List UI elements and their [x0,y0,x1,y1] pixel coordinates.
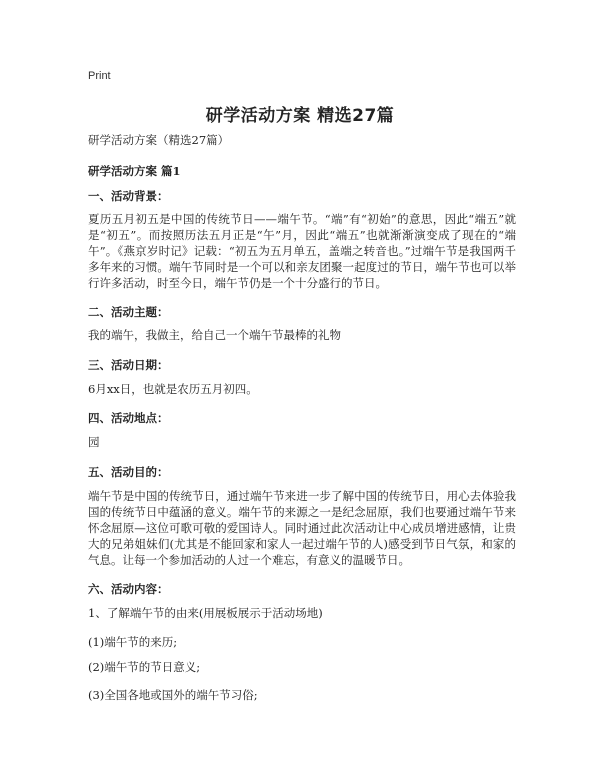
section-heading-location: 四、活动地点： [88,411,169,425]
part-heading: 研学活动方案 篇1 [88,164,181,178]
section-paragraph-location: 园 [88,435,100,449]
section-heading-purpose: 五、活动目的： [88,465,169,479]
section-paragraph-date: 6月xx日，也就是农历五月初四。 [88,382,258,396]
list-item: 1、了解端午节的由来(用展板展示于活动场地) [88,606,323,620]
section-heading-theme: 二、活动主题： [88,305,169,319]
list-item: (1)端午节的来历; [88,635,178,649]
section-paragraph-background: 夏历五月初五是中国的传统节日——端午节。“端”有“初始”的意思，因此“端五”就是“初五”。而按照历法五月正是“午”月，因此“端五”也就渐渐演变成了现在的“端午”。《燕京岁时记》记载：“初五为五月单五，盖端之转音也。”过端午节是我国两千多年来的习惯。端午节同时是一个可以和亲友团聚一起度过的节日，端午节也可以举行许多活动，时至今日，端午节仍是一个十分盛行的节日。 [88,212,516,290]
section-heading-background: 一、活动背景： [88,189,169,203]
section-heading-date: 三、活动日期： [88,358,169,372]
document-subtitle: 研学活动方案（精选27篇） [88,133,230,147]
section-heading-content: 六、活动内容： [88,582,169,596]
list-item: (2)端午节的节日意义; [88,660,201,674]
document-title: 研学活动方案 精选27篇 [205,106,395,126]
section-paragraph-purpose: 端午节是中国的传统节日，通过端午节来进一步了解中国的传统节日，用心去体验我国的传统节日中蕴涵的意义。端午节的来源之一是纪念屈原，我们也要通过端午节来怀念屈原—这位可歌可敬的爱国诗人。同时通过此次活动让中心成员增进感情，让贵大的兄弟姐妹们(尤其是不能回家和家人一起过端午节的人)感受到节日气氛，和家的气息。让每一个参加活动的人过一个难忘，有意义的温暖节日。 [88,489,516,567]
list-item: (3)全国各地或国外的端午节习俗; [88,688,258,702]
section-paragraph-theme: 我的端午，我做主，给自己一个端午节最棒的礼物 [88,328,341,342]
print-label: Print [88,70,111,82]
